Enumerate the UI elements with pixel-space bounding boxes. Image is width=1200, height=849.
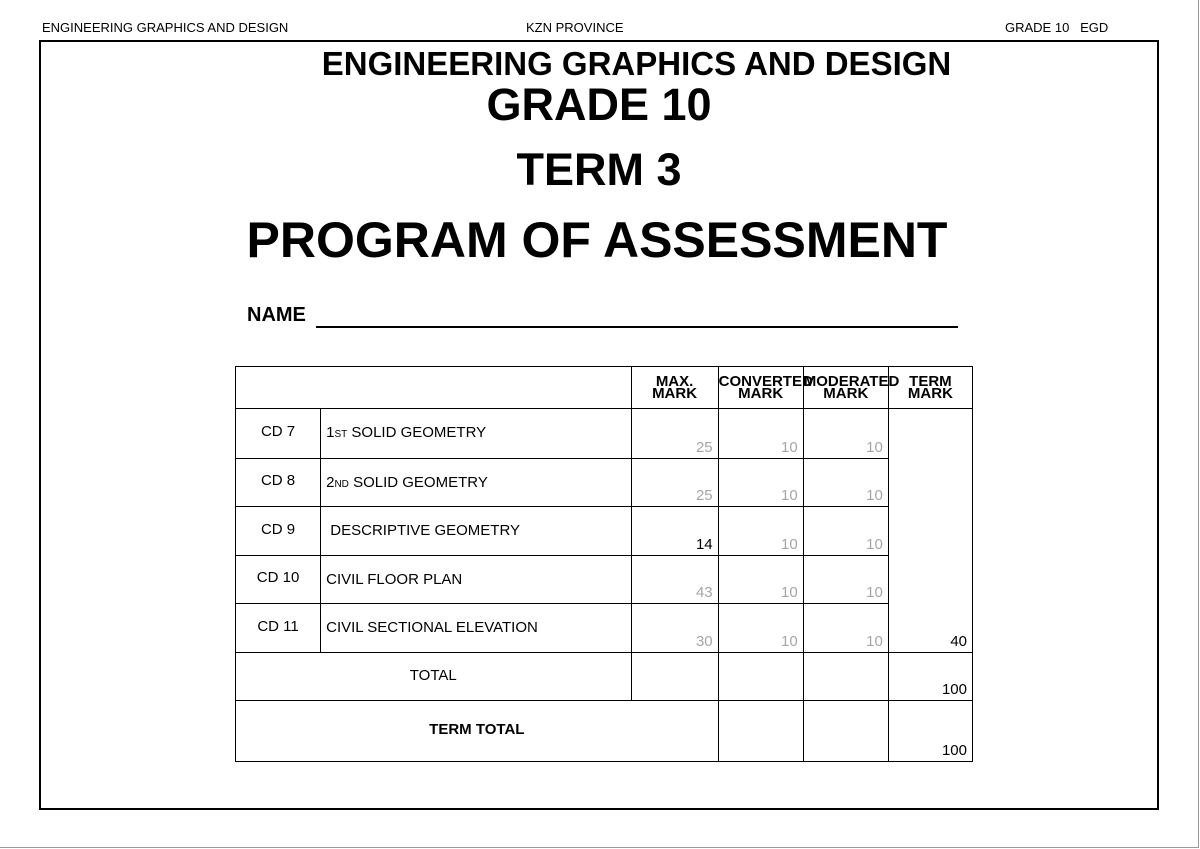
row-title: CIVIL SECTIONAL ELEVATION [326,619,538,636]
total-row [236,653,973,701]
title-term: TERM 3 [516,144,682,195]
header-converted-mark: CONVERTED MARK [718,367,803,409]
title-subject: ENGINEERING GRAPHICS AND DESIGN [321,45,952,82]
row-code: CD 10 [236,556,321,604]
name-label: NAME [247,304,306,326]
title-grade: GRADE 10 [486,79,712,130]
row-description [321,507,631,556]
row-max-mark: 43 [631,556,718,604]
row-title: CIVIL FLOOR PLAN [326,571,463,588]
name-input-line[interactable] [316,326,958,328]
row-code: CD 7 [236,409,321,459]
header-moderated-mark: MODERATED MARK [803,367,888,409]
row-converted-mark: 10 [718,556,803,604]
total-converted-cell [718,653,803,701]
header-blank-cell [236,367,632,409]
term-mark-cell: 40 [888,409,972,653]
row-code: CD 8 [236,459,321,507]
row-converted-mark: 10 [718,409,803,459]
table-row [236,459,973,507]
assessment-table [235,366,973,762]
ordinal-suffix: ST [334,429,348,440]
row-max-mark: 30 [631,604,718,653]
term-total-label: TERM TOTAL [236,701,719,762]
total-max-cell [631,653,718,701]
row-max-mark: 25 [631,459,718,507]
row-description [321,409,631,459]
total-term-value: 100 [888,653,972,701]
row-title: SOLID GEOMETRY [347,424,487,441]
row-max-mark: 14 [631,507,718,556]
row-title: SOLID GEOMETRY [348,474,488,491]
row-moderated-mark: 10 [803,556,888,604]
table-header-row [236,367,973,409]
total-moderated-cell [803,653,888,701]
term-total-row [236,701,973,762]
title-program: PROGRAM OF ASSESSMENT [246,212,948,268]
row-title: DESCRIPTIVE GEOMETRY [326,522,521,539]
row-code: CD 11 [236,604,321,653]
row-moderated-mark: 10 [803,507,888,556]
row-description [321,604,631,653]
term-total-value: 100 [888,701,972,762]
header-province: KZN PROVINCE [526,20,624,35]
header-term-mark: TERM MARK [888,367,972,409]
row-moderated-mark: 10 [803,459,888,507]
row-converted-mark: 10 [718,604,803,653]
row-description [321,556,631,604]
row-moderated-mark: 10 [803,409,888,459]
row-description [321,459,631,507]
header-max-mark: MAX. MARK [631,367,718,409]
total-label: TOTAL [236,653,632,701]
term-total-moderated-cell [803,701,888,762]
row-max-mark: 25 [631,409,718,459]
ordinal-number: 1 [326,424,335,441]
term-total-converted-cell [718,701,803,762]
row-moderated-mark: 10 [803,604,888,653]
ordinal-number: 2 [326,474,335,491]
table-row [236,409,973,459]
ordinal-suffix: ND [334,479,349,490]
table-row [236,604,973,653]
row-converted-mark: 10 [718,459,803,507]
header-subject: ENGINEERING GRAPHICS AND DESIGN [42,20,289,35]
table-row [236,507,973,556]
table-row [236,556,973,604]
row-converted-mark: 10 [718,507,803,556]
row-code: CD 9 [236,507,321,556]
header-grade: GRADE 10 EGD [1005,20,1109,35]
